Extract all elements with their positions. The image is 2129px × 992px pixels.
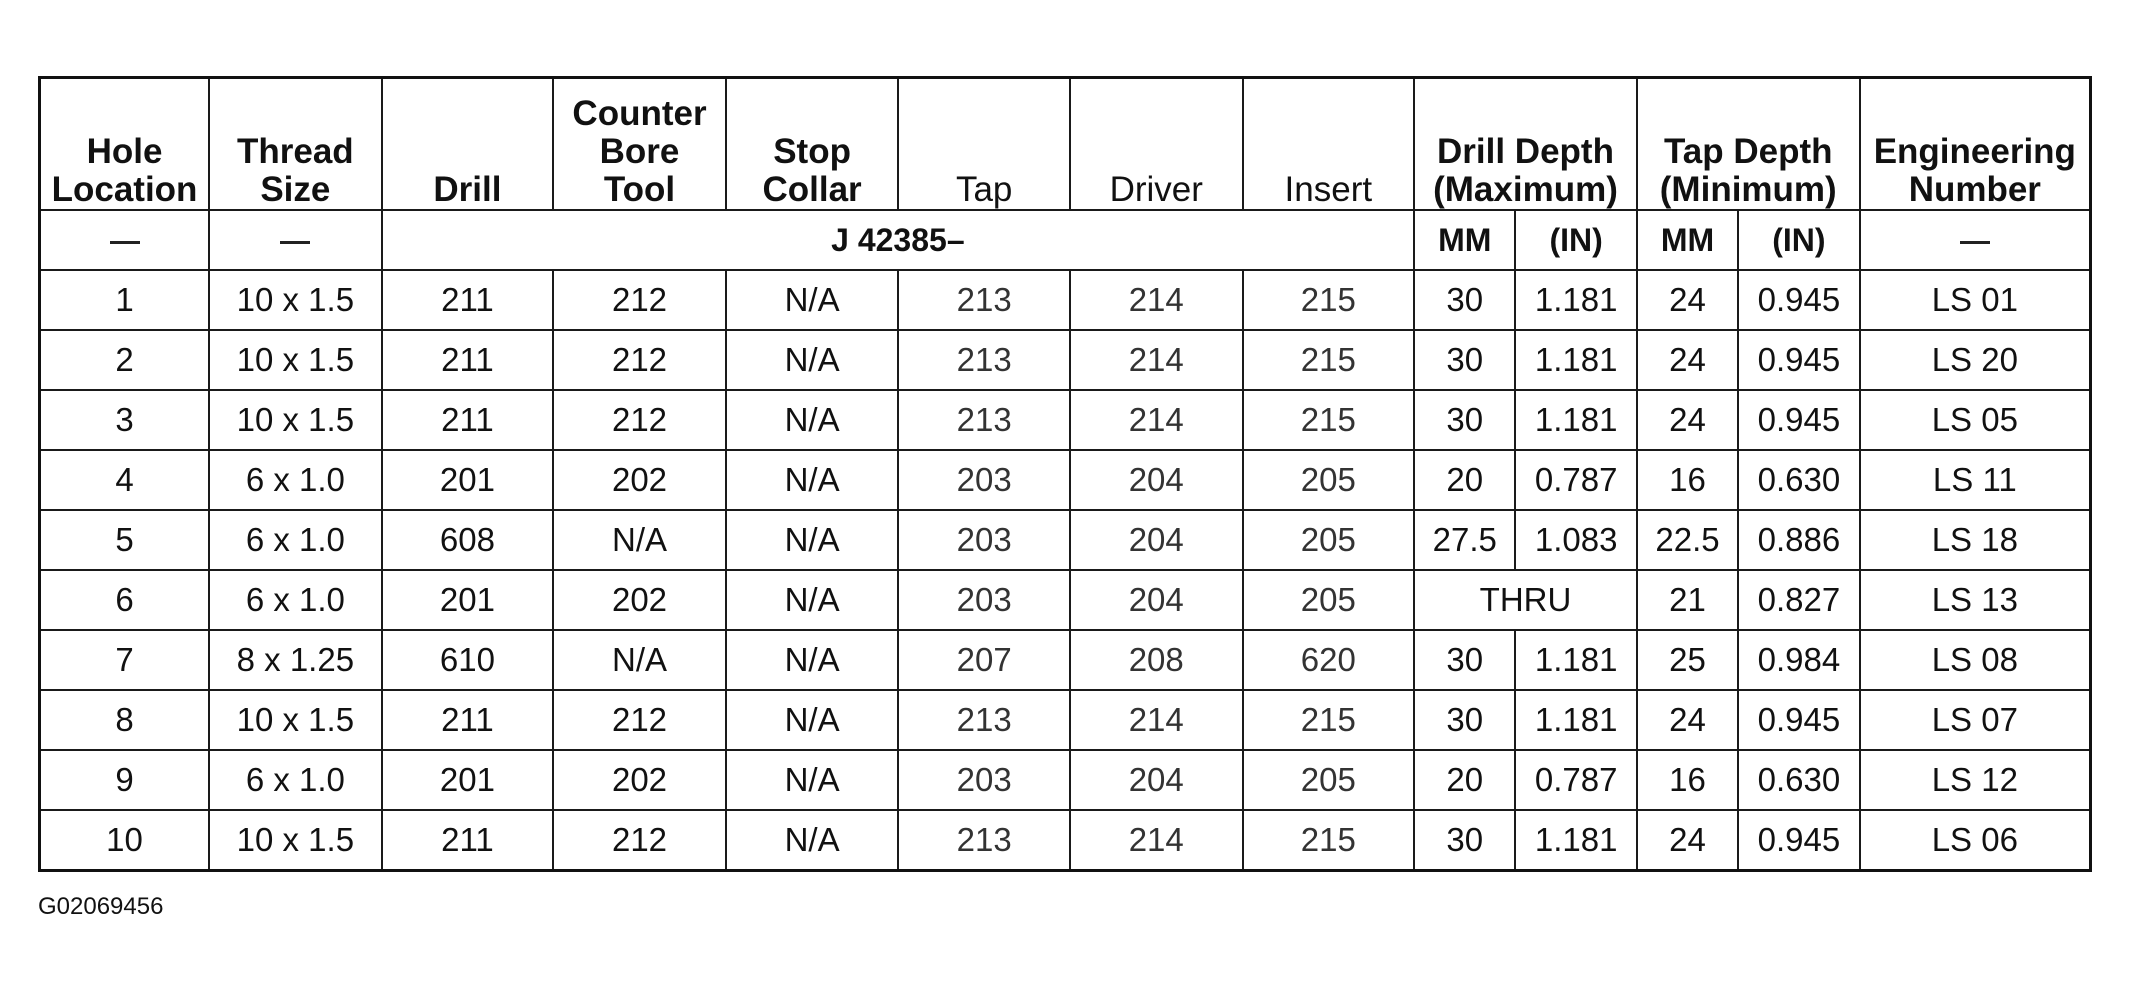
header-driver: Driver (1070, 78, 1243, 211)
cell-driver: 214 (1070, 690, 1243, 750)
cell-eng-number: LS 07 (1860, 690, 2091, 750)
cell-drill: 610 (382, 630, 554, 690)
cell-hole: 10 (40, 810, 210, 871)
header-engineering-number: Engineering Number (1860, 78, 2091, 211)
cell-drill-mm: 30 (1414, 330, 1515, 390)
cell-tap: 213 (898, 270, 1070, 330)
table-row (40, 450, 2091, 510)
cell-stop-collar: N/A (726, 690, 899, 750)
cell-drill-in: 1.083 (1515, 510, 1636, 570)
cell-insert: 215 (1243, 270, 1415, 330)
cell-drill: 201 (382, 570, 554, 630)
table-row (40, 570, 2091, 630)
cell-eng-number: LS 05 (1860, 390, 2091, 450)
cell-tap: 203 (898, 570, 1070, 630)
cell-counter-bore: 212 (553, 690, 726, 750)
cell-drill-in: 1.181 (1515, 330, 1636, 390)
cell-counter-bore: N/A (553, 630, 726, 690)
cell-counter-bore: N/A (553, 510, 726, 570)
cell-tap-in: 0.630 (1738, 450, 1859, 510)
cell-drill-mm: 20 (1414, 450, 1515, 510)
header-drill: Drill (382, 78, 554, 211)
cell-stop-collar: N/A (726, 390, 899, 450)
cell-tap-mm: 24 (1637, 270, 1738, 330)
table-row (40, 630, 2091, 690)
cell-tap-in: 0.630 (1738, 750, 1859, 810)
cell-stop-collar: N/A (726, 330, 899, 390)
cell-hole: 8 (40, 690, 210, 750)
cell-tap-in: 0.984 (1738, 630, 1859, 690)
cell-eng-number: LS 11 (1860, 450, 2091, 510)
cell-tap: 203 (898, 450, 1070, 510)
cell-hole: 3 (40, 390, 210, 450)
cell-thread: 8 x 1.25 (209, 630, 382, 690)
cell-thread: 10 x 1.5 (209, 330, 382, 390)
subheader-row (40, 210, 2091, 270)
cell-eng-number: LS 08 (1860, 630, 2091, 690)
cell-drill-in: 1.181 (1515, 690, 1636, 750)
cell-drill: 211 (382, 690, 554, 750)
header-tap: Tap (898, 78, 1070, 211)
table-row (40, 330, 2091, 390)
cell-eng-number: LS 12 (1860, 750, 2091, 810)
cell-counter-bore: 202 (553, 450, 726, 510)
cell-counter-bore: 202 (553, 570, 726, 630)
cell-tap-mm: 24 (1637, 330, 1738, 390)
cell-drill-mm: 27.5 (1414, 510, 1515, 570)
cell-stop-collar: N/A (726, 510, 899, 570)
cell-tap-in: 0.945 (1738, 270, 1859, 330)
cell-tap-mm: 24 (1637, 390, 1738, 450)
cell-insert: 205 (1243, 570, 1415, 630)
cell-driver: 214 (1070, 390, 1243, 450)
cell-eng-number: LS 06 (1860, 810, 2091, 871)
subheader-thread-dash (209, 210, 382, 270)
cell-counter-bore: 212 (553, 810, 726, 871)
subheader-eng-dash (1860, 210, 2091, 270)
cell-drill-mm: 30 (1414, 270, 1515, 330)
cell-thread: 10 x 1.5 (209, 690, 382, 750)
subheader-tap-in: (IN) (1738, 210, 1859, 270)
cell-thread: 6 x 1.0 (209, 450, 382, 510)
header-tap-depth: Tap Depth (Minimum) (1637, 78, 1860, 211)
cell-tap: 213 (898, 330, 1070, 390)
table-row (40, 690, 2091, 750)
cell-tap-in: 0.886 (1738, 510, 1859, 570)
cell-hole: 7 (40, 630, 210, 690)
cell-drill-mm: 30 (1414, 390, 1515, 450)
cell-drill: 211 (382, 810, 554, 871)
header-insert: Insert (1243, 78, 1415, 211)
cell-tap: 213 (898, 690, 1070, 750)
cell-drill: 201 (382, 750, 554, 810)
cell-insert: 620 (1243, 630, 1415, 690)
cell-stop-collar: N/A (726, 450, 899, 510)
cell-driver: 204 (1070, 450, 1243, 510)
subheader-tool-kit: J 42385– (382, 210, 1414, 270)
cell-insert: 205 (1243, 510, 1415, 570)
figure-code: G02069456 (38, 893, 164, 920)
cell-insert: 215 (1243, 390, 1415, 450)
cell-tap-in: 0.827 (1738, 570, 1859, 630)
cell-hole: 4 (40, 450, 210, 510)
cell-hole: 5 (40, 510, 210, 570)
table-row (40, 390, 2091, 450)
cell-driver: 214 (1070, 330, 1243, 390)
tool-specification-table (38, 76, 2092, 872)
cell-drill-in: 1.181 (1515, 390, 1636, 450)
cell-stop-collar: N/A (726, 270, 899, 330)
cell-counter-bore: 202 (553, 750, 726, 810)
cell-insert: 215 (1243, 690, 1415, 750)
cell-counter-bore: 212 (553, 390, 726, 450)
header-row (40, 78, 2091, 211)
cell-driver: 204 (1070, 750, 1243, 810)
cell-stop-collar: N/A (726, 810, 899, 871)
header-hole-location: Hole Location (40, 78, 210, 211)
cell-drill-in: 1.181 (1515, 810, 1636, 871)
cell-insert: 205 (1243, 750, 1415, 810)
table-row (40, 750, 2091, 810)
cell-drill-thru: THRU (1414, 570, 1637, 630)
cell-counter-bore: 212 (553, 270, 726, 330)
cell-counter-bore: 212 (553, 330, 726, 390)
cell-drill: 211 (382, 330, 554, 390)
cell-drill-mm: 30 (1414, 690, 1515, 750)
cell-driver: 214 (1070, 270, 1243, 330)
cell-drill-mm: 30 (1414, 630, 1515, 690)
cell-drill-mm: 30 (1414, 810, 1515, 871)
cell-tap-mm: 25 (1637, 630, 1738, 690)
cell-tap: 203 (898, 750, 1070, 810)
subheader-hole-dash (40, 210, 210, 270)
cell-tap: 203 (898, 510, 1070, 570)
cell-hole: 9 (40, 750, 210, 810)
cell-stop-collar: N/A (726, 750, 899, 810)
cell-tap-in: 0.945 (1738, 690, 1859, 750)
cell-drill-in: 1.181 (1515, 270, 1636, 330)
cell-eng-number: LS 13 (1860, 570, 2091, 630)
cell-driver: 208 (1070, 630, 1243, 690)
subheader-drill-in: (IN) (1515, 210, 1636, 270)
cell-tap-in: 0.945 (1738, 330, 1859, 390)
cell-eng-number: LS 01 (1860, 270, 2091, 330)
cell-drill-mm: 20 (1414, 750, 1515, 810)
header-thread-size: Thread Size (209, 78, 382, 211)
cell-thread: 6 x 1.0 (209, 570, 382, 630)
cell-stop-collar: N/A (726, 630, 899, 690)
table-row (40, 510, 2091, 570)
cell-insert: 215 (1243, 330, 1415, 390)
cell-tap-mm: 16 (1637, 450, 1738, 510)
cell-thread: 6 x 1.0 (209, 510, 382, 570)
cell-eng-number: LS 18 (1860, 510, 2091, 570)
cell-driver: 204 (1070, 510, 1243, 570)
cell-drill-in: 0.787 (1515, 450, 1636, 510)
header-drill-depth: Drill Depth (Maximum) (1414, 78, 1637, 211)
cell-drill: 201 (382, 450, 554, 510)
cell-drill: 608 (382, 510, 554, 570)
cell-hole: 2 (40, 330, 210, 390)
cell-hole: 1 (40, 270, 210, 330)
cell-drill: 211 (382, 390, 554, 450)
cell-drill-in: 0.787 (1515, 750, 1636, 810)
cell-drill: 211 (382, 270, 554, 330)
cell-tap-mm: 24 (1637, 810, 1738, 871)
subheader-tap-mm: MM (1637, 210, 1738, 270)
cell-thread: 10 x 1.5 (209, 810, 382, 871)
cell-thread: 10 x 1.5 (209, 270, 382, 330)
header-stop-collar: Stop Collar (726, 78, 899, 211)
cell-tap-in: 0.945 (1738, 390, 1859, 450)
cell-insert: 215 (1243, 810, 1415, 871)
table-row (40, 810, 2091, 871)
cell-stop-collar: N/A (726, 570, 899, 630)
cell-eng-number: LS 20 (1860, 330, 2091, 390)
cell-thread: 6 x 1.0 (209, 750, 382, 810)
cell-tap-in: 0.945 (1738, 810, 1859, 871)
cell-hole: 6 (40, 570, 210, 630)
table-row (40, 270, 2091, 330)
cell-driver: 204 (1070, 570, 1243, 630)
cell-tap: 207 (898, 630, 1070, 690)
cell-tap: 213 (898, 390, 1070, 450)
cell-tap: 213 (898, 810, 1070, 871)
cell-drill-in: 1.181 (1515, 630, 1636, 690)
header-counter-bore-tool: Counter Bore Tool (553, 78, 726, 211)
cell-tap-mm: 16 (1637, 750, 1738, 810)
subheader-drill-mm: MM (1414, 210, 1515, 270)
cell-driver: 214 (1070, 810, 1243, 871)
cell-tap-mm: 22.5 (1637, 510, 1738, 570)
cell-tap-mm: 24 (1637, 690, 1738, 750)
cell-insert: 205 (1243, 450, 1415, 510)
cell-tap-mm: 21 (1637, 570, 1738, 630)
cell-thread: 10 x 1.5 (209, 390, 382, 450)
